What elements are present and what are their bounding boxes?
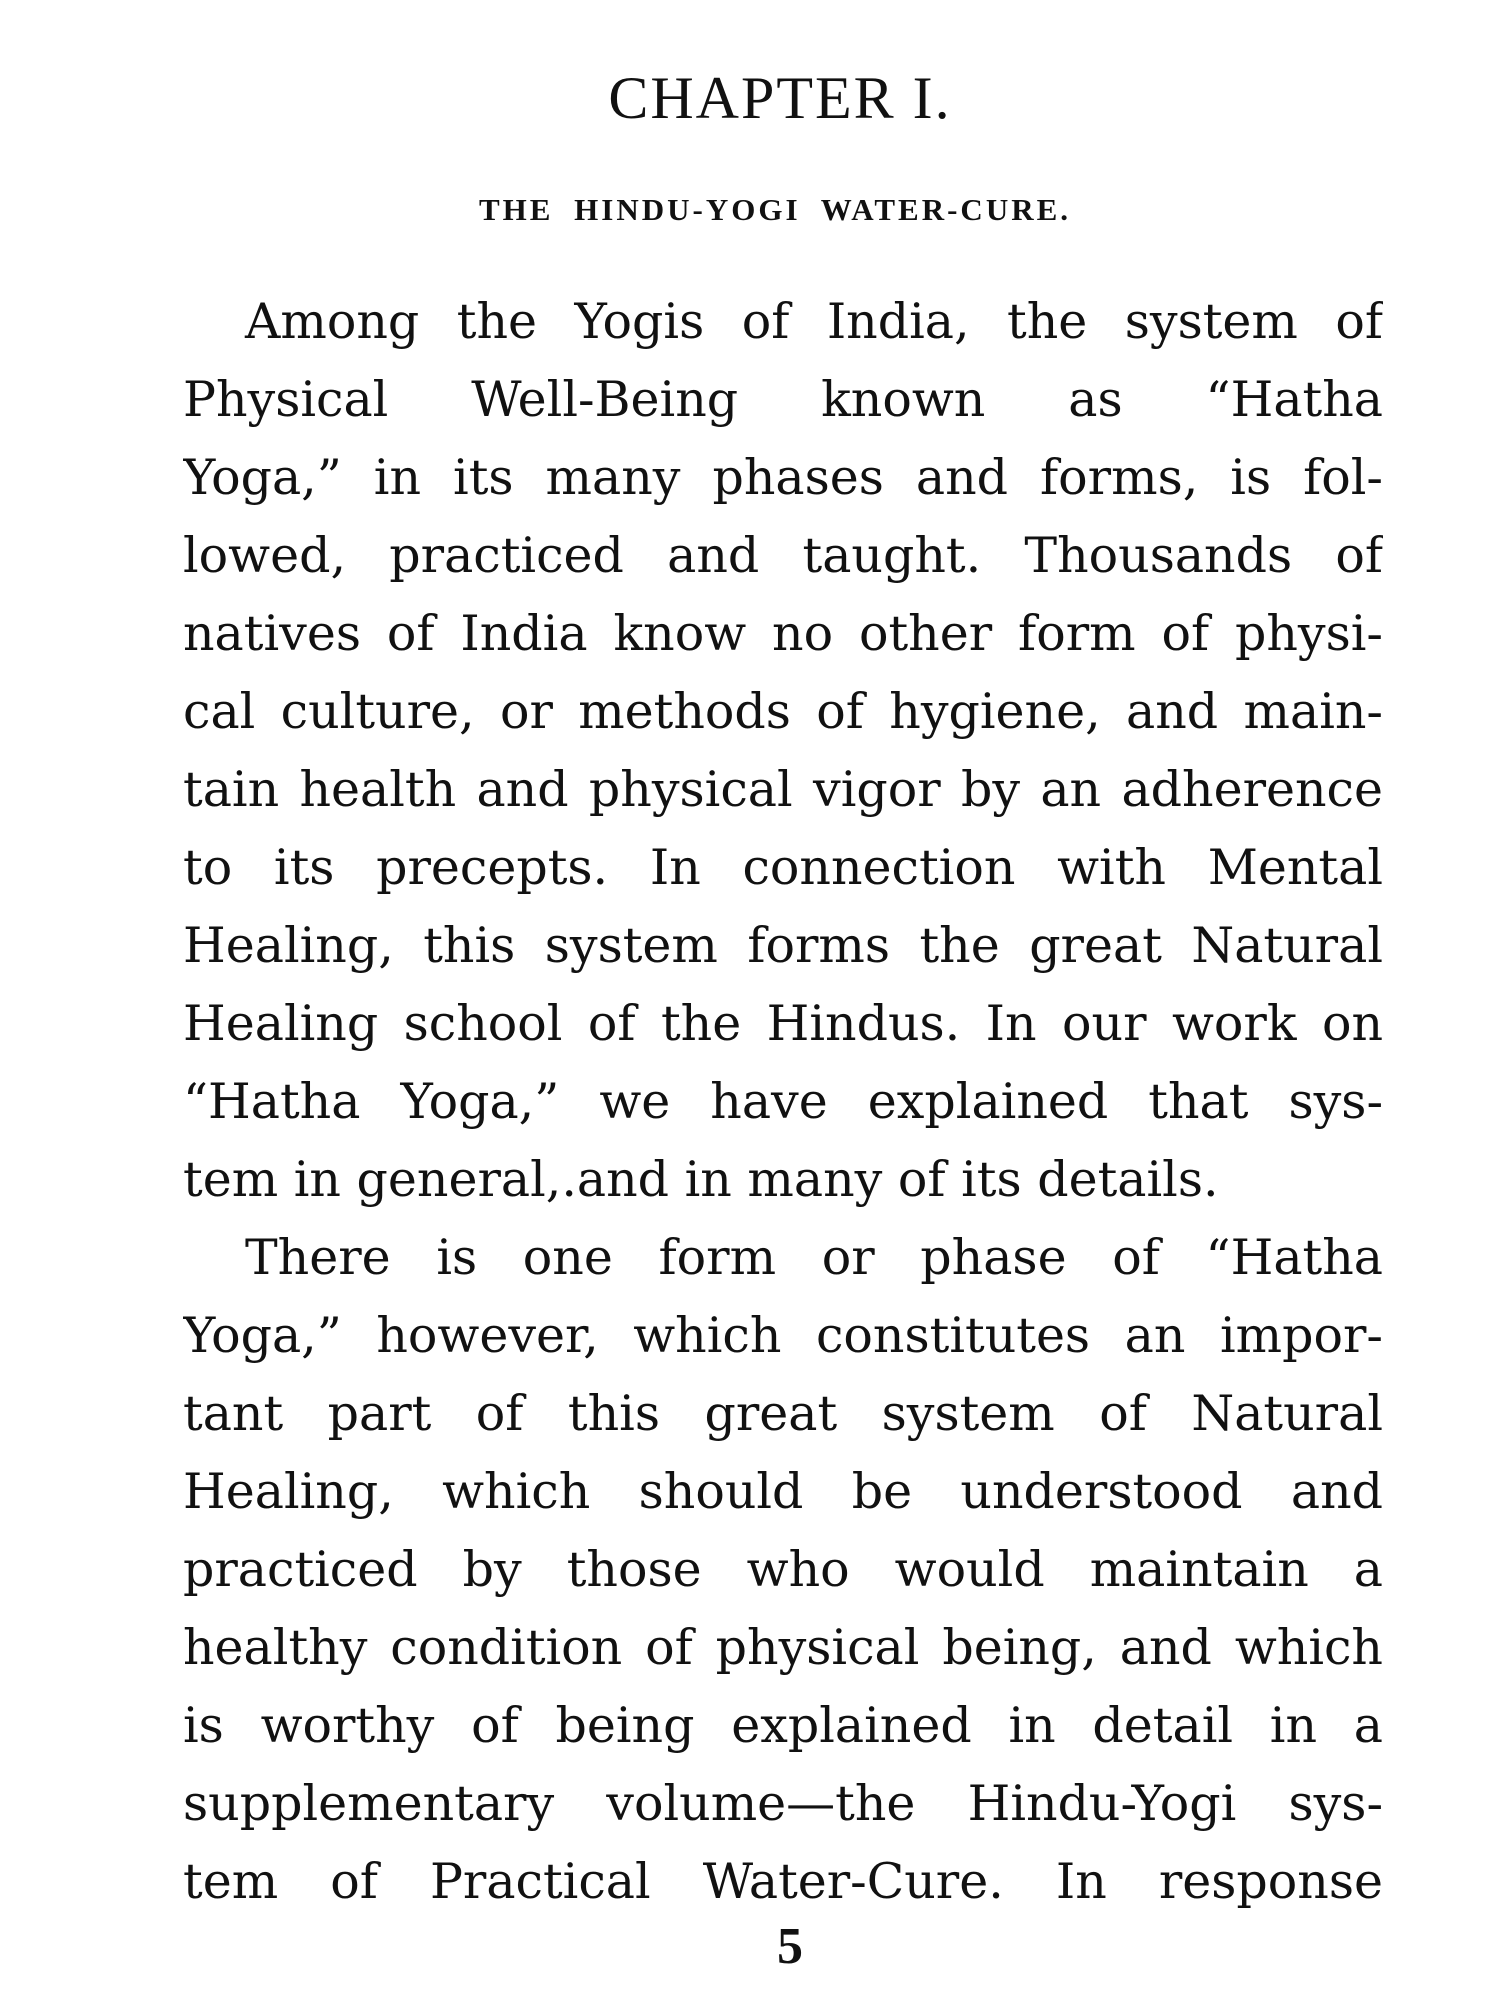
paragraph-line: Physical Well-Being known as “Hatha bbox=[183, 371, 1383, 428]
paragraph-line: Healing, this system forms the great Natural bbox=[183, 917, 1383, 974]
paragraph-line: to its precepts. In connection with Mental bbox=[183, 839, 1383, 896]
paragraph-line: tem in general,.and in many of its details. bbox=[183, 1151, 1219, 1208]
paragraph-line: Healing, which should be understood and bbox=[183, 1463, 1383, 1520]
paragraph-line: practiced by those who would maintain a bbox=[183, 1541, 1383, 1598]
paragraph-line: Yoga,” however, which constitutes an impor- bbox=[183, 1307, 1383, 1364]
paragraph-line: “Hatha Yoga,” we have explained that sys- bbox=[183, 1073, 1383, 1130]
paragraph-line: healthy condition of physical being, and which bbox=[183, 1619, 1383, 1676]
paragraph-line: is worthy of being explained in detail in a bbox=[183, 1697, 1383, 1754]
page-number: 5 bbox=[777, 1918, 803, 1975]
chapter-title: THE HINDU-YOGI WATER-CURE. bbox=[478, 192, 1072, 227]
paragraph-line: Among the Yogis of India, the system of bbox=[245, 293, 1383, 350]
paragraph-line: cal culture, or methods of hygiene, and main- bbox=[183, 683, 1383, 740]
paragraph-line: Healing school of the Hindus. In our work on bbox=[183, 995, 1383, 1052]
paragraph-line: tain health and physical vigor by an adherence bbox=[183, 761, 1383, 818]
paragraph-line: tant part of this great system of Natural bbox=[183, 1385, 1383, 1442]
paragraph-line: There is one form or phase of “Hatha bbox=[245, 1229, 1383, 1286]
paragraph-line: lowed, practiced and taught. Thousands of bbox=[183, 527, 1383, 584]
paragraph-line: Yoga,” in its many phases and forms, is fol- bbox=[183, 449, 1383, 506]
paragraph-line: natives of India know no other form of physi- bbox=[183, 605, 1383, 662]
body-text bbox=[183, 283, 1383, 1921]
paragraph-line: tem of Practical Water-Cure. In response bbox=[183, 1853, 1383, 1910]
chapter-heading: CHAPTER I. bbox=[608, 65, 952, 131]
paragraph-line: supplementary volume—the Hindu-Yogi sys- bbox=[183, 1775, 1383, 1832]
